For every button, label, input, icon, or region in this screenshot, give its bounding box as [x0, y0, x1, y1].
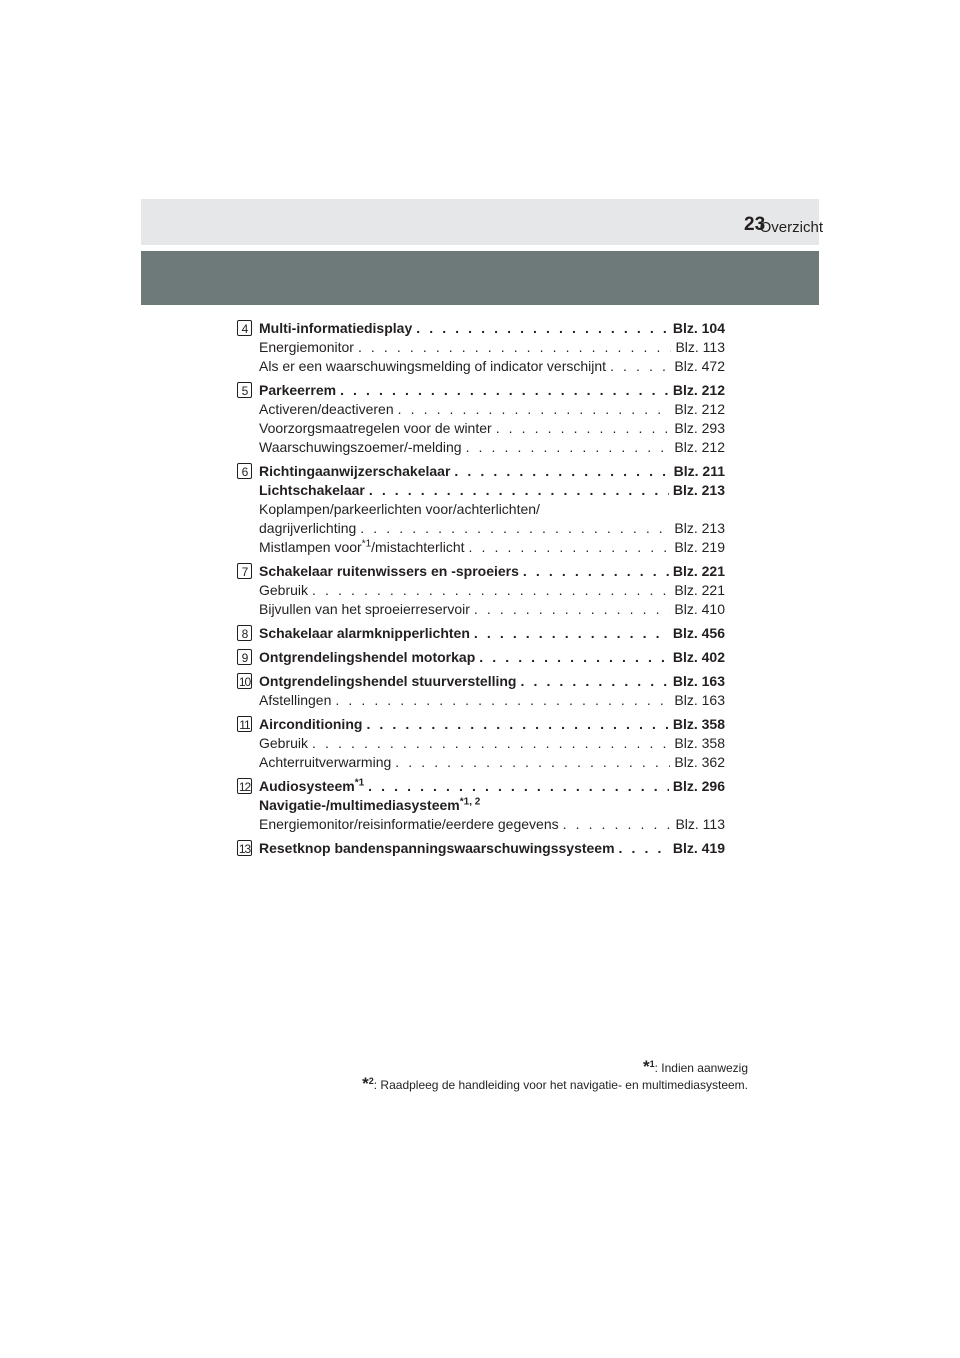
entry-label — [259, 438, 462, 457]
entry-text: Richtingaanwijzerschakelaar — [259, 463, 451, 479]
entry-label — [259, 839, 615, 858]
index-section — [237, 715, 725, 772]
callout-number: 11 — [237, 716, 252, 732]
title-bar — [141, 251, 819, 305]
page-reference: Blz. 402 — [672, 649, 725, 665]
page-reference: Blz. 358 — [672, 716, 725, 732]
footnotes — [362, 1059, 748, 1093]
entry-label — [259, 691, 331, 710]
entry-label — [259, 624, 470, 643]
page-reference: Blz. 410 — [674, 601, 725, 617]
callout-number: 9 — [237, 649, 252, 665]
index-section — [237, 839, 725, 858]
index-sub-entry[interactable] — [259, 357, 725, 376]
footnote — [362, 1059, 748, 1076]
dot-leader — [479, 648, 669, 667]
page-reference: Blz. 213 — [672, 482, 725, 498]
entry-text: Gebruik — [259, 582, 309, 598]
entry-text: Resetknop bandenspanningswaarschuwingssysteem — [259, 840, 615, 856]
dot-leader — [454, 462, 669, 481]
page-reference: Blz. 163 — [674, 692, 725, 708]
entry-label — [259, 481, 365, 500]
page-reference: Blz. 219 — [674, 539, 725, 555]
entry-label — [259, 519, 356, 538]
entry-label — [259, 715, 362, 734]
index-section — [237, 319, 725, 376]
entry-text: Waarschuwingszoemer/-melding — [259, 439, 462, 455]
entry-text: Schakelaar ruitenwissers en -sproeiers — [259, 563, 519, 579]
entry-text: Navigatie-/multimediasysteem — [259, 797, 460, 813]
page-number: 23 — [744, 214, 766, 235]
entry-text: Ontgrendelingshendel stuurverstelling — [259, 673, 517, 689]
entry-label — [259, 357, 606, 376]
header-band — [141, 199, 819, 245]
footnote-number: 1 — [649, 1059, 655, 1069]
entry-text: Audiosysteem — [259, 778, 355, 794]
entry-text: Energiemonitor — [259, 339, 354, 355]
index-heading-entry[interactable] — [259, 839, 725, 858]
asterisk-mark: * — [642, 1057, 650, 1076]
index-section — [237, 381, 725, 457]
page-reference: Blz. 362 — [674, 754, 725, 770]
dot-leader — [523, 562, 669, 581]
dot-leader — [398, 400, 671, 419]
entry-label — [259, 734, 308, 753]
index-sub-entry[interactable] — [259, 519, 725, 538]
page-reference: Blz. 213 — [674, 520, 725, 536]
index-heading-entry[interactable] — [259, 672, 725, 691]
page-reference: Blz. 221 — [672, 563, 725, 579]
entry-text: dagrijverlichting — [259, 520, 357, 536]
index-sub-entry[interactable] — [259, 538, 725, 557]
entry-label — [259, 600, 470, 619]
dot-leader — [474, 600, 671, 619]
entry-text: Koplampen/parkeerlichten voor/achterlichten/ — [259, 501, 540, 517]
index-section — [237, 648, 725, 667]
entry-label — [259, 319, 412, 338]
page-reference: Blz. 212 — [674, 439, 725, 455]
index-heading-entry[interactable] — [259, 648, 725, 667]
entry-text: Afstellingen — [259, 692, 332, 708]
index-sub-entry[interactable] — [259, 691, 725, 710]
entry-label — [259, 777, 364, 796]
dot-leader — [312, 581, 670, 600]
page-reference: Blz. 104 — [672, 320, 725, 336]
page-reference: Blz. 419 — [672, 840, 725, 856]
footnote-text: : Raadpleeg de handleiding voor het navigatie- en multimediasysteem. — [373, 1078, 748, 1092]
entry-label — [259, 462, 450, 481]
dot-leader — [368, 777, 669, 796]
index-sub-entry[interactable] — [259, 400, 725, 419]
entry-text: Ontgrendelingshendel motorkap — [259, 649, 476, 665]
dot-leader — [610, 357, 670, 376]
section-title: Overzicht — [759, 219, 823, 236]
dot-leader — [496, 419, 671, 438]
entry-text: Als er een waarschuwingsmelding of indicator verschijnt — [259, 358, 607, 374]
page-reference: Blz. 212 — [672, 382, 725, 398]
index-heading-entry[interactable] — [259, 777, 725, 796]
index-sub-entry[interactable] — [259, 500, 725, 519]
dot-leader — [469, 538, 671, 557]
dot-leader — [340, 381, 669, 400]
footnote-marker: *1 — [361, 538, 372, 550]
footnote-marker: *1 — [354, 777, 365, 789]
index-heading-entry[interactable] — [259, 319, 725, 338]
dot-leader — [563, 815, 672, 834]
callout-number: 8 — [237, 625, 252, 641]
entry-label — [259, 501, 540, 517]
index-heading-entry[interactable] — [259, 796, 725, 815]
dot-leader — [466, 438, 671, 457]
entry-label — [259, 753, 391, 772]
index-sub-entry[interactable] — [259, 815, 725, 834]
callout-number: 4 — [237, 320, 252, 336]
index-sub-entry[interactable] — [259, 581, 725, 600]
page-reference: Blz. 163 — [672, 673, 725, 689]
entry-label — [259, 538, 465, 557]
callout-number: 7 — [237, 563, 252, 579]
dot-leader — [312, 734, 670, 753]
entry-text: Activeren/deactiveren — [259, 401, 394, 417]
entry-label — [259, 815, 559, 834]
dot-leader — [395, 753, 670, 772]
index-heading-entry[interactable] — [259, 624, 725, 643]
page-reference: Blz. 456 — [672, 625, 725, 641]
asterisk-mark: * — [362, 1074, 369, 1093]
index-heading-entry[interactable] — [259, 481, 725, 500]
entry-label — [259, 672, 516, 691]
entry-text: Energiemonitor/reisinformatie/eerdere gegevens — [259, 816, 559, 832]
index-sub-entry[interactable] — [259, 419, 725, 438]
entry-label — [259, 581, 308, 600]
dot-leader — [416, 319, 669, 338]
index-section — [237, 562, 725, 619]
callout-number: 6 — [237, 463, 252, 479]
index-list — [237, 319, 725, 863]
callout-number: 5 — [237, 382, 252, 398]
dot-leader — [520, 672, 668, 691]
dot-leader — [474, 624, 669, 643]
entry-label — [259, 797, 480, 813]
index-sub-entry[interactable] — [259, 753, 725, 772]
dot-leader — [366, 715, 668, 734]
footnote-number: 2 — [368, 1076, 374, 1086]
entry-text: Achterruitverwarming — [259, 754, 392, 770]
entry-text: Voorzorgsmaatregelen voor de winter — [259, 420, 492, 436]
entry-text: Multi-informatiedisplay — [259, 320, 413, 336]
dot-leader — [619, 839, 669, 858]
entry-label — [259, 419, 492, 438]
entry-text: Bijvullen van het sproeierreservoir — [259, 601, 470, 617]
page-reference: Blz. 211 — [673, 463, 725, 479]
callout-number: 10 — [238, 675, 251, 689]
index-section — [237, 462, 725, 557]
entry-text: Mistlampen voor — [259, 539, 362, 555]
page-reference: Blz. 358 — [674, 735, 725, 751]
dot-leader — [358, 338, 672, 357]
dot-leader — [335, 691, 670, 710]
index-section — [237, 624, 725, 643]
dot-leader — [369, 481, 669, 500]
callout-number: 13 — [238, 842, 251, 856]
callout-number: 12 — [238, 780, 251, 794]
page-reference: Blz. 221 — [674, 582, 725, 598]
index-section — [237, 672, 725, 710]
page-reference: Blz. 113 — [675, 339, 725, 355]
entry-text: Airconditioning — [259, 716, 363, 732]
entry-label — [259, 338, 354, 357]
index-heading-entry[interactable] — [259, 381, 725, 400]
entry-text: Parkeerrem — [259, 382, 337, 398]
entry-label — [259, 648, 475, 667]
footnote-text: : Indien aanwezig — [654, 1061, 748, 1075]
page-reference: Blz. 212 — [674, 401, 725, 417]
footnote-marker: *1, 2 — [459, 796, 481, 808]
index-section — [237, 777, 725, 834]
entry-label — [259, 381, 336, 400]
entry-label — [259, 562, 519, 581]
entry-text: Gebruik — [259, 735, 309, 751]
index-sub-entry[interactable] — [259, 600, 725, 619]
entry-text-continued: /mistachterlicht — [371, 539, 465, 555]
entry-text: Schakelaar alarmknipperlichten — [259, 625, 470, 641]
page-reference: Blz. 113 — [675, 816, 725, 832]
index-sub-entry[interactable] — [259, 438, 725, 457]
entry-text: Lichtschakelaar — [259, 482, 365, 498]
index-sub-entry[interactable] — [259, 338, 725, 357]
index-heading-entry[interactable] — [259, 562, 725, 581]
index-sub-entry[interactable] — [259, 734, 725, 753]
page-reference: Blz. 296 — [672, 778, 725, 794]
page-reference: Blz. 472 — [674, 358, 725, 374]
entry-label — [259, 400, 394, 419]
footnote — [362, 1076, 748, 1093]
page-reference: Blz. 293 — [674, 420, 725, 436]
index-heading-entry[interactable] — [259, 715, 725, 734]
index-heading-entry[interactable] — [259, 462, 725, 481]
dot-leader — [360, 519, 670, 538]
